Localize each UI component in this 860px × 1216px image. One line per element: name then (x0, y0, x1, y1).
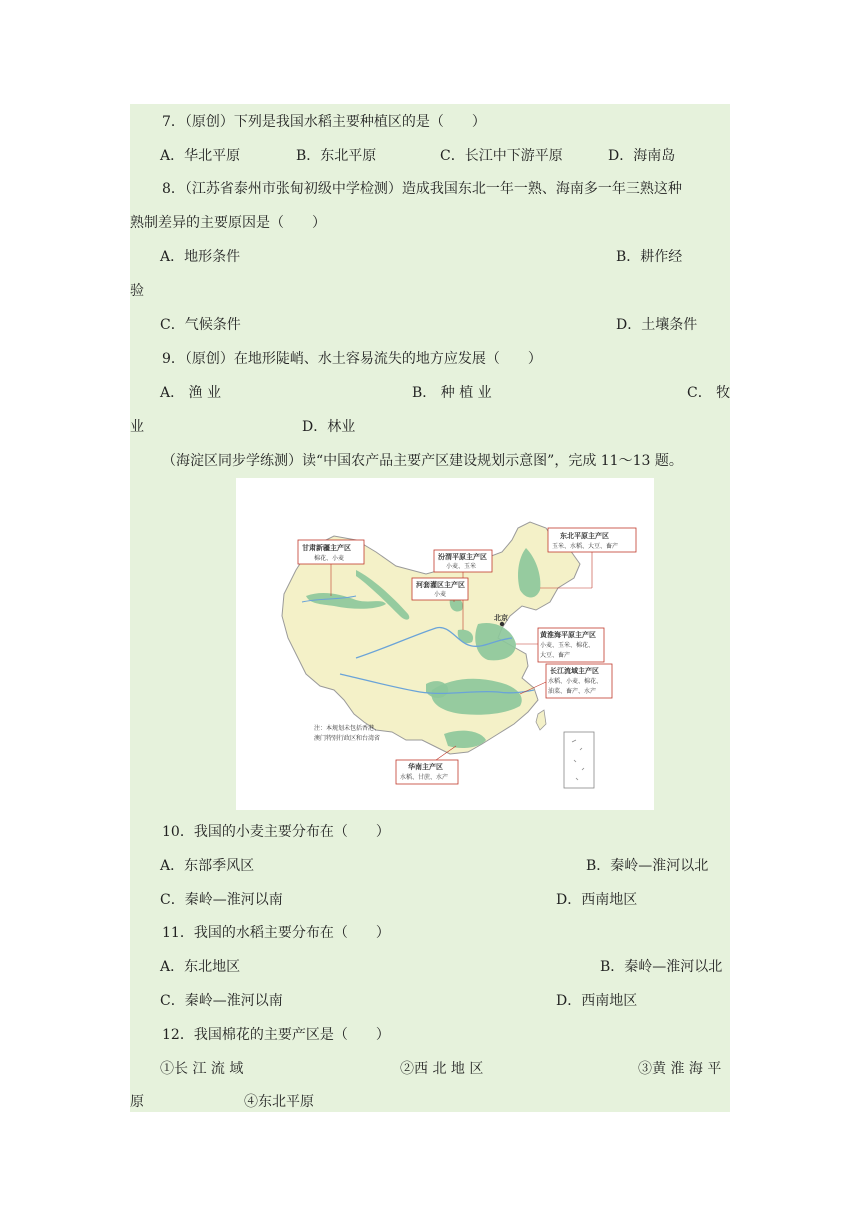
map-note-line1: 注：本规划未包括香港、 (314, 725, 381, 732)
label-hetao (412, 578, 468, 602)
svg-text:小麦、玉米: 小麦、玉米 (446, 563, 477, 570)
question-8-option-d: D．土壤条件 (616, 317, 698, 333)
question-8-stem-line1: 8．（江苏省泰州市张甸初级中学检测）造成我国东北一年一熟、海南多一年三熟这种 (162, 181, 682, 197)
svg-text:棉花、小麦: 棉花、小麦 (314, 555, 345, 562)
svg-text:汾渭平原主产区: 汾渭平原主产区 (438, 553, 487, 561)
question-11-option-d: D．西南地区 (556, 993, 638, 1009)
svg-text:长江流域主产区: 长江流域主产区 (550, 667, 599, 675)
south-china-sea-inset (564, 732, 594, 788)
svg-text:河套灌区主产区: 河套灌区主产区 (416, 581, 465, 589)
question-11-option-c: C．秦岭—淮河以南 (160, 993, 283, 1009)
question-10-option-a: A．东部季风区 (160, 858, 255, 874)
question-9-option-b: B． 种 植 业 (412, 385, 492, 401)
question-12-option-1: ①长 江 流 域 (160, 1061, 244, 1077)
svg-text:小麦: 小麦 (434, 591, 447, 598)
question-8-stem-line2: 熟制差异的主要原因是（ ） (130, 215, 326, 231)
svg-text:甘肃新疆主产区: 甘肃新疆主产区 (302, 544, 351, 552)
question-12-option-2: ②西 北 地 区 (400, 1061, 484, 1077)
svg-text:水稻、甘蔗、水产: 水稻、甘蔗、水产 (400, 774, 449, 781)
question-7-option-c: C．长江中下游平原 (440, 148, 563, 164)
question-11-option-b: B．秦岭—淮河以北 (600, 959, 723, 975)
map-intro-text: （海淀区同步学练测）读“中国农产品主要产区建设规划示意图”，完成 11～13 题。 (162, 453, 683, 469)
question-7-stem: 7．（原创）下列是我国水稻主要种植区的是（ ） (162, 114, 486, 130)
svg-text:黄淮海平原主产区: 黄淮海平原主产区 (540, 631, 596, 639)
map-note-line2: 澳门特别行政区和台湾省 (314, 735, 381, 742)
question-9-option-a: A． 渔 业 (160, 385, 222, 401)
question-8-option-b-wrap: 验 (130, 283, 144, 299)
question-11-stem: 11．我国的水稻主要分布在（ ） (162, 925, 390, 941)
svg-text:小麦、玉米、棉花、: 小麦、玉米、棉花、 (540, 642, 595, 649)
svg-text:玉米、水稻、大豆、畜产: 玉米、水稻、大豆、畜产 (552, 543, 619, 550)
svg-text:水稻、小麦、棉花、: 水稻、小麦、棉花、 (548, 678, 603, 685)
svg-text:大豆、畜产: 大豆、畜产 (540, 652, 571, 659)
question-12-option-4: ④东北平原 (244, 1094, 314, 1110)
question-10-option-b: B．秦岭—淮河以北 (586, 858, 709, 874)
question-9-option-c-wrap: 业 (130, 419, 144, 435)
svg-text:华南主产区: 华南主产区 (408, 763, 443, 771)
question-8-option-a: A．地形条件 (160, 249, 241, 265)
question-7-option-b: B．东北平原 (296, 148, 377, 164)
question-11-option-a: A．东北地区 (160, 959, 241, 975)
question-10-option-c: C．秦岭—淮河以南 (160, 892, 283, 908)
china-agriculture-map (236, 478, 654, 810)
beijing-label: 北京 (494, 614, 508, 622)
question-12-option-3: ③黄 淮 海 平 (638, 1061, 722, 1077)
beijing-marker (500, 622, 504, 626)
question-7-option-d: D．海南岛 (608, 148, 676, 164)
svg-text:油菜、畜产、水产: 油菜、畜产、水产 (548, 688, 597, 695)
question-12-stem: 12．我国棉花的主要产区是（ ） (162, 1027, 390, 1043)
question-10-stem: 10．我国的小麦主要分布在（ ） (162, 824, 390, 840)
question-9-stem: 9．（原创）在地形陡峭、水土容易流失的地方应发展（ ） (162, 351, 542, 367)
question-12-option-3-wrap: 原 (130, 1094, 144, 1110)
question-8-option-c: C．气候条件 (160, 317, 241, 333)
document-page (130, 104, 730, 1112)
svg-text:东北平原主产区: 东北平原主产区 (560, 532, 609, 540)
question-9-option-d: D．林业 (302, 419, 356, 435)
question-7-option-a: A．华北平原 (160, 148, 241, 164)
question-8-option-b: B．耕作经 (616, 249, 683, 265)
question-9-option-c: C． 牧 (687, 385, 731, 401)
question-10-option-d: D．西南地区 (556, 892, 638, 908)
